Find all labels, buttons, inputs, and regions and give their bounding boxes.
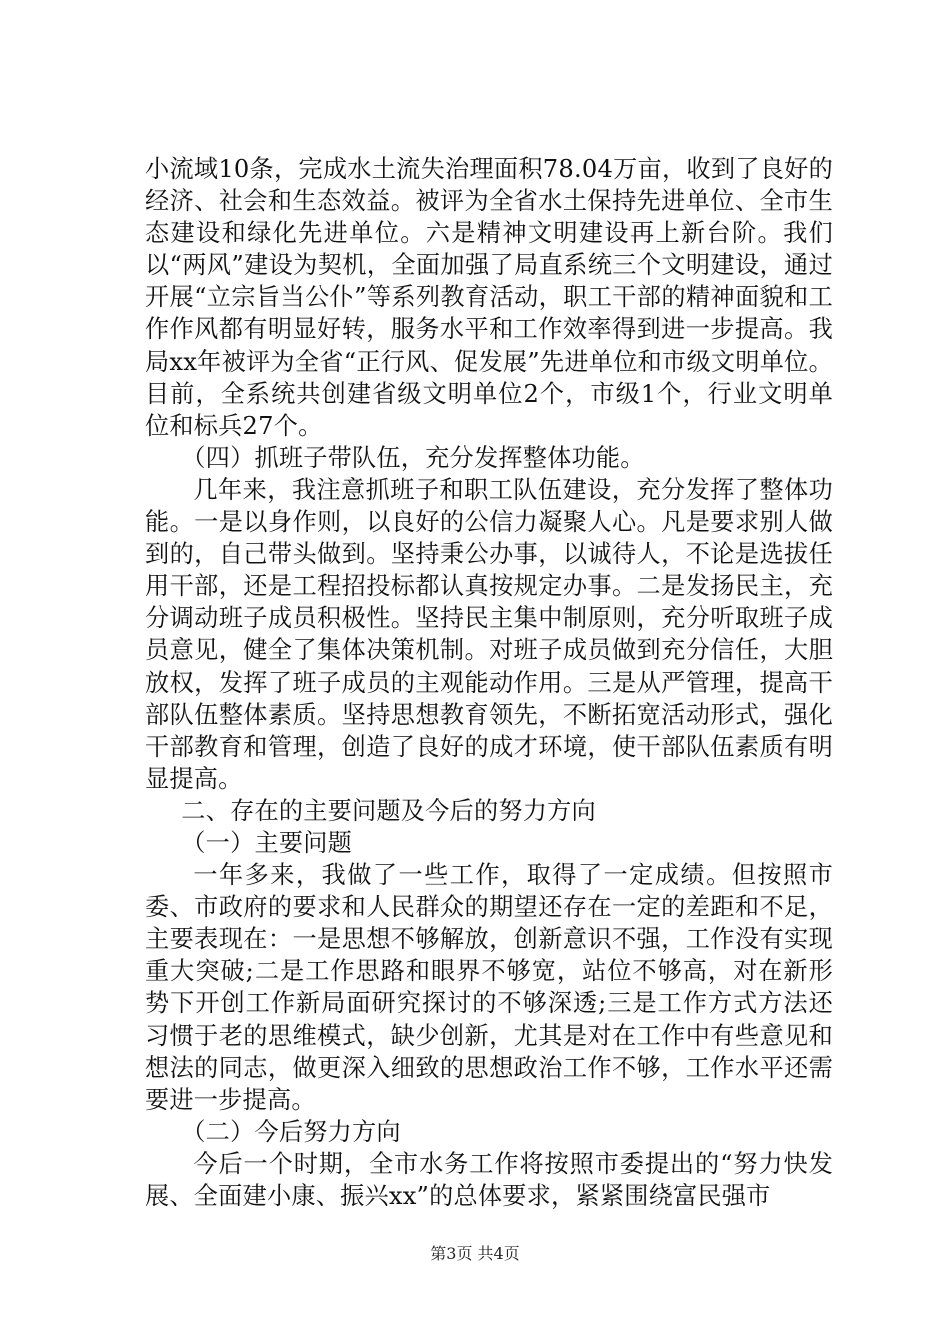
heading-future-direction: （二）今后努力方向 bbox=[181, 1117, 401, 1146]
page-number: 第3页 共4页 bbox=[430, 1244, 520, 1263]
paragraph-civilization: 小流域10条，完成水土流失治理面积78.04万亩，收到了良好的经济、社会和生态效益。被评为全省水土保持先进单位、全市生态建设和绿化先进单位。六是精神文明建设再上新台阶。我们以“两风”建设为契机，全面加强了局直系统三个文明建设，通过开展“立宗旨当公仆”等系列教育活动，职工干部的精神面貌和工作作风都有明显好转，服务水平和工作效率得到进一步提高。我局xx年被评为全省“正行风、促发展”先进单位和市级文明单位。目前，全系统共创建省级文明单位2个，市级1个，行业文明单位和标兵27个。 bbox=[145, 155, 833, 440]
document-body bbox=[145, 153, 833, 1212]
heading-problems-direction: 二、存在的主要问题及今后的努力方向 bbox=[181, 796, 596, 825]
paragraph-team-building: 几年来，我注意抓班子和职工队伍建设，充分发挥了整体功能。一是以身作则，以良好的公信力凝聚人心。凡是要求别人做到的，自己带头做到。坚持秉公办事，以诚待人，不论是选拔任用干部，还是工程招投标都认真按规定办事。二是发扬民主，充分调动班子成员积极性。坚持民主集中制原则，充分听取班子成员意见，健全了集体决策机制。对班子成员做到充分信任，大胆放权，发挥了班子成员的主观能动作用。三是从严管理，提高干部队伍整体素质。坚持思想教育领先，不断拓宽活动形式，强化干部教育和管理，创造了良好的成才环境，使干部队伍素质有明显提高。 bbox=[145, 475, 833, 793]
paragraph-main-problems: 一年多来，我做了一些工作，取得了一定成绩。但按照市委、市政府的要求和人民群众的期望还存在一定的差距和不足，主要表现在：一是思想不够解放，创新意识不强，工作没有实现重大突破;二是工作思路和眼界不够宽，站位不够高，对在新形势下开创工作新局面研究探讨的不够深透;三是工作方式方法还习惯于老的思维模式，缺少创新，尤其是对在工作中有些意见和想法的同志，做更深入细致的思想政治工作不够，工作水平还需要进一步提高。 bbox=[145, 861, 833, 1114]
paragraph-future-direction: 今后一个时期，全市水务工作将按照市委提出的“努力快发展、全面建小康、振兴xx”的总体要求，紧紧围绕富民强市 bbox=[145, 1149, 833, 1210]
heading-team-building: （四）抓班子带队伍，充分发挥整体功能。 bbox=[181, 443, 645, 472]
heading-main-problems: （一）主要问题 bbox=[181, 828, 353, 857]
